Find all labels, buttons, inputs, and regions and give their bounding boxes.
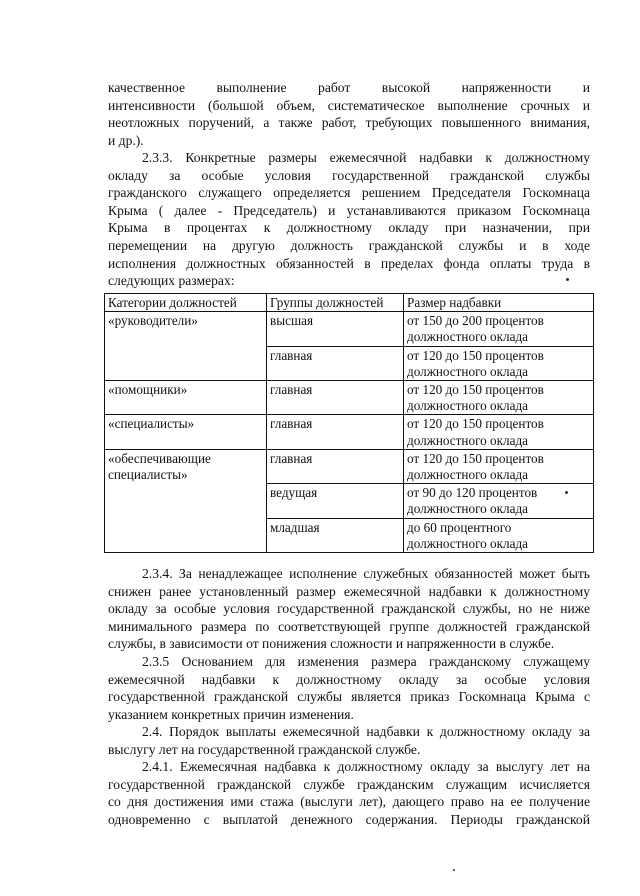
cell-size: от 120 до 150 процентов должностного оклада — [404, 381, 594, 415]
text-line: государственной гражданской службы является приказ Госкомнаца Крыма с — [108, 689, 590, 705]
cell-category: «помощники» — [105, 381, 267, 415]
text-line: 2.4.1. Ежемесячная надбавка к должностному окладу за выслугу лет на — [142, 759, 590, 774]
paragraph-2-3-4 — [108, 565, 590, 653]
header-category: Категории должностей — [105, 294, 267, 312]
scan-speck — [453, 869, 455, 871]
text-line: неотложных поручений, а также работ, требующих повышенного внимания, — [108, 115, 590, 131]
cell-size: от 120 до 150 процентов должностного оклада — [404, 415, 594, 449]
scan-speck — [565, 491, 568, 494]
cell-size: от 120 до 150 процентов должностного оклада — [404, 346, 594, 380]
cell-group: высшая — [267, 312, 404, 346]
text-line: ежемесячной надбавки к должностному окладу за особые условия — [108, 671, 590, 687]
paragraph-2-3-3 — [108, 149, 590, 290]
text-line: 2.3.5 Основанием для изменения размера гражданскому служащему — [142, 654, 590, 669]
cell-group: главная — [267, 381, 404, 415]
text-line: со дня достижения ими стажа (выслуги лет), дающего право на ее получение — [108, 794, 590, 810]
table-row — [105, 484, 594, 518]
paragraph-2-4 — [108, 723, 590, 758]
cell-category: «обеспечивающие специалисты» — [105, 449, 267, 483]
text-line: службы, в зависимости от понижения сложности и напряженности в службе. — [108, 636, 555, 652]
allowance-table — [104, 293, 594, 553]
scan-speck — [566, 278, 569, 281]
text-line: выслугу лет на государственной гражданской службе. — [108, 741, 421, 757]
header-size: Размер надбавки — [404, 294, 594, 312]
text-line: минимального размера по соответствующей группе должностей гражданской — [108, 618, 590, 634]
text-line: окладу за особые условия государственной гражданской службы, но не ниже — [108, 601, 590, 617]
cell-group: главная — [267, 449, 404, 483]
text-line: и др.). — [108, 132, 144, 148]
text-line: государственной гражданской службе гражданским служащим исчисляется — [108, 776, 590, 792]
cell-group: младшая — [267, 518, 404, 552]
table-row — [105, 415, 594, 449]
cell-size: до 60 процентного должностного оклада — [404, 518, 594, 552]
text-line: 2.3.3. Конкретные размеры ежемесячной надбавки к должностному — [142, 150, 590, 165]
text-line: Крыма ( далее - Председатель) и устанавливаются приказом Госкомнаца — [108, 202, 590, 218]
text-line: следующих размерах: — [108, 273, 235, 289]
table-header-row — [105, 294, 594, 312]
text-line: гражданского служащего определяется решением Председателя Госкомнаца — [108, 185, 590, 201]
table-row — [105, 346, 594, 380]
cell-group: ведущая — [267, 484, 404, 518]
cell-category: «специалисты» — [105, 415, 267, 449]
text-line: одновременно с выплатой денежного содержания. Периоды гражданской — [108, 811, 590, 827]
text-line: перемещении на другую должность гражданской службы и в ходе — [108, 237, 590, 253]
paragraph-2-4-1 — [108, 758, 590, 828]
table-row — [105, 518, 594, 552]
text-line: 2.4. Порядок выплаты ежемесячной надбавки к должностному окладу за — [142, 724, 590, 739]
cell-size: от 90 до 120 процентов должностного оклада — [404, 484, 594, 518]
cell-category — [105, 346, 267, 380]
table-row — [105, 381, 594, 415]
cell-group: главная — [267, 346, 404, 380]
text-line: указанием конкретных причин изменения. — [108, 706, 354, 722]
text-line: исполнения должностных обязанностей в пределах фонда оплаты труда в — [108, 255, 590, 271]
text-line: качественное выполнение работ высокой напряженности и — [108, 80, 590, 95]
cell-category — [105, 518, 267, 552]
cell-group: главная — [267, 415, 404, 449]
cell-category — [105, 484, 267, 518]
cell-category: «руководители» — [105, 312, 267, 346]
paragraph-continuation — [108, 79, 590, 149]
text-line: окладу за особые условия государственной гражданской службы — [108, 167, 590, 183]
paragraph-2-3-5 — [108, 653, 590, 723]
table-row — [105, 449, 594, 483]
cell-size: от 150 до 200 процентов должностного оклада — [404, 312, 594, 346]
header-group: Группы должностей — [267, 294, 404, 312]
cell-size: от 120 до 150 процентов должностного оклада — [404, 449, 594, 483]
text-line: снижен ранее установленный размер ежемесячной надбавки к должностному — [108, 583, 590, 599]
text-line: интенсивности (большой объем, систематическое выполнение срочных и — [108, 97, 590, 113]
table-row — [105, 312, 594, 346]
text-line: 2.3.4. За ненадлежащее исполнение служебных обязанностей может быть — [142, 566, 590, 581]
text-line: Крыма в процентах к должностному окладу при назначении, при — [108, 220, 590, 236]
